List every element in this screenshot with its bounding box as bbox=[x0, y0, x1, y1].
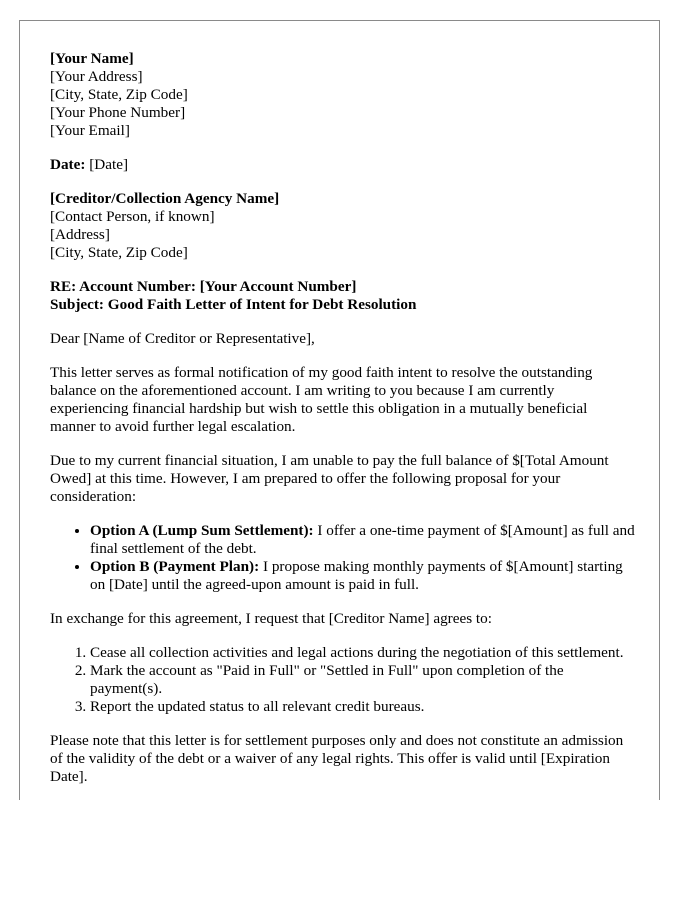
salutation: Dear [Name of Creditor or Representative], bbox=[50, 330, 315, 347]
exchange-paragraph: In exchange for this agreement, I request that [Creditor Name] agrees to: bbox=[50, 610, 492, 627]
sender-address: [Your Address] bbox=[50, 68, 143, 85]
list-item: 2. Mark the account as "Paid in Full" or "Settled in Full" upon completion of the payment(s). bbox=[90, 662, 635, 698]
list-item: 1. Cease all collection activities and legal actions during the negotiation of this settlement. bbox=[90, 644, 635, 662]
date-value: [Date] bbox=[89, 156, 129, 173]
date-line bbox=[50, 156, 635, 174]
recipient-name: [Creditor/Collection Agency Name] bbox=[50, 190, 280, 207]
options-list bbox=[50, 522, 635, 594]
letter-content bbox=[50, 50, 635, 800]
sender-phone: [Your Phone Number] bbox=[50, 104, 186, 121]
requests-list bbox=[50, 644, 635, 716]
option-text: I offer a one-time payment of $[Amount] as full and final settlement of the debt. bbox=[90, 522, 635, 557]
recipient-contact: [Contact Person, if known] bbox=[50, 208, 215, 225]
list-item bbox=[90, 522, 635, 558]
intro-paragraph: This letter serves as formal notification of my good faith intent to resolve the outstanding balance on the aforementioned account. I am writing to you because I am currently experiencing financial hardship but wish to settle this obligation in a mutually beneficial manner to avoid further legal escalation. bbox=[50, 364, 593, 435]
option-label: Option B (Payment Plan): bbox=[90, 558, 260, 575]
recipient-address: [Address] bbox=[50, 226, 110, 243]
note-paragraph: Please note that this letter is for settlement purposes only and does not constitute an admission of the validity of the debt or a waiver of any legal rights. This offer is valid until [Expiration Date]. bbox=[50, 732, 624, 785]
option-label: Option A (Lump Sum Settlement): bbox=[90, 522, 314, 539]
recipient-city-state-zip: [City, State, Zip Code] bbox=[50, 244, 188, 261]
list-item bbox=[90, 558, 635, 594]
reference-block bbox=[50, 278, 635, 314]
sender-email: [Your Email] bbox=[50, 122, 130, 139]
sender-block bbox=[50, 50, 635, 140]
re-line: RE: Account Number: [Your Account Number] bbox=[50, 278, 357, 295]
sender-city-state-zip: [City, State, Zip Code] bbox=[50, 86, 188, 103]
option-text: I propose making monthly payments of $[Amount] starting on [Date] until the agreed-upon amount is paid in full. bbox=[90, 558, 623, 593]
recipient-block bbox=[50, 190, 635, 262]
date-label: Date: bbox=[50, 156, 86, 173]
subject-line: Subject: Good Faith Letter of Intent for Debt Resolution bbox=[50, 296, 417, 313]
list-item: 3. Report the updated status to all relevant credit bureaus. bbox=[90, 698, 635, 716]
letter-page bbox=[19, 20, 660, 800]
sender-name: [Your Name] bbox=[50, 50, 134, 67]
situation-paragraph: Due to my current financial situation, I am unable to pay the full balance of $[Total Amount Owed] at this time. However, I am prepared to offer the following proposal for your consideration: bbox=[50, 452, 609, 505]
